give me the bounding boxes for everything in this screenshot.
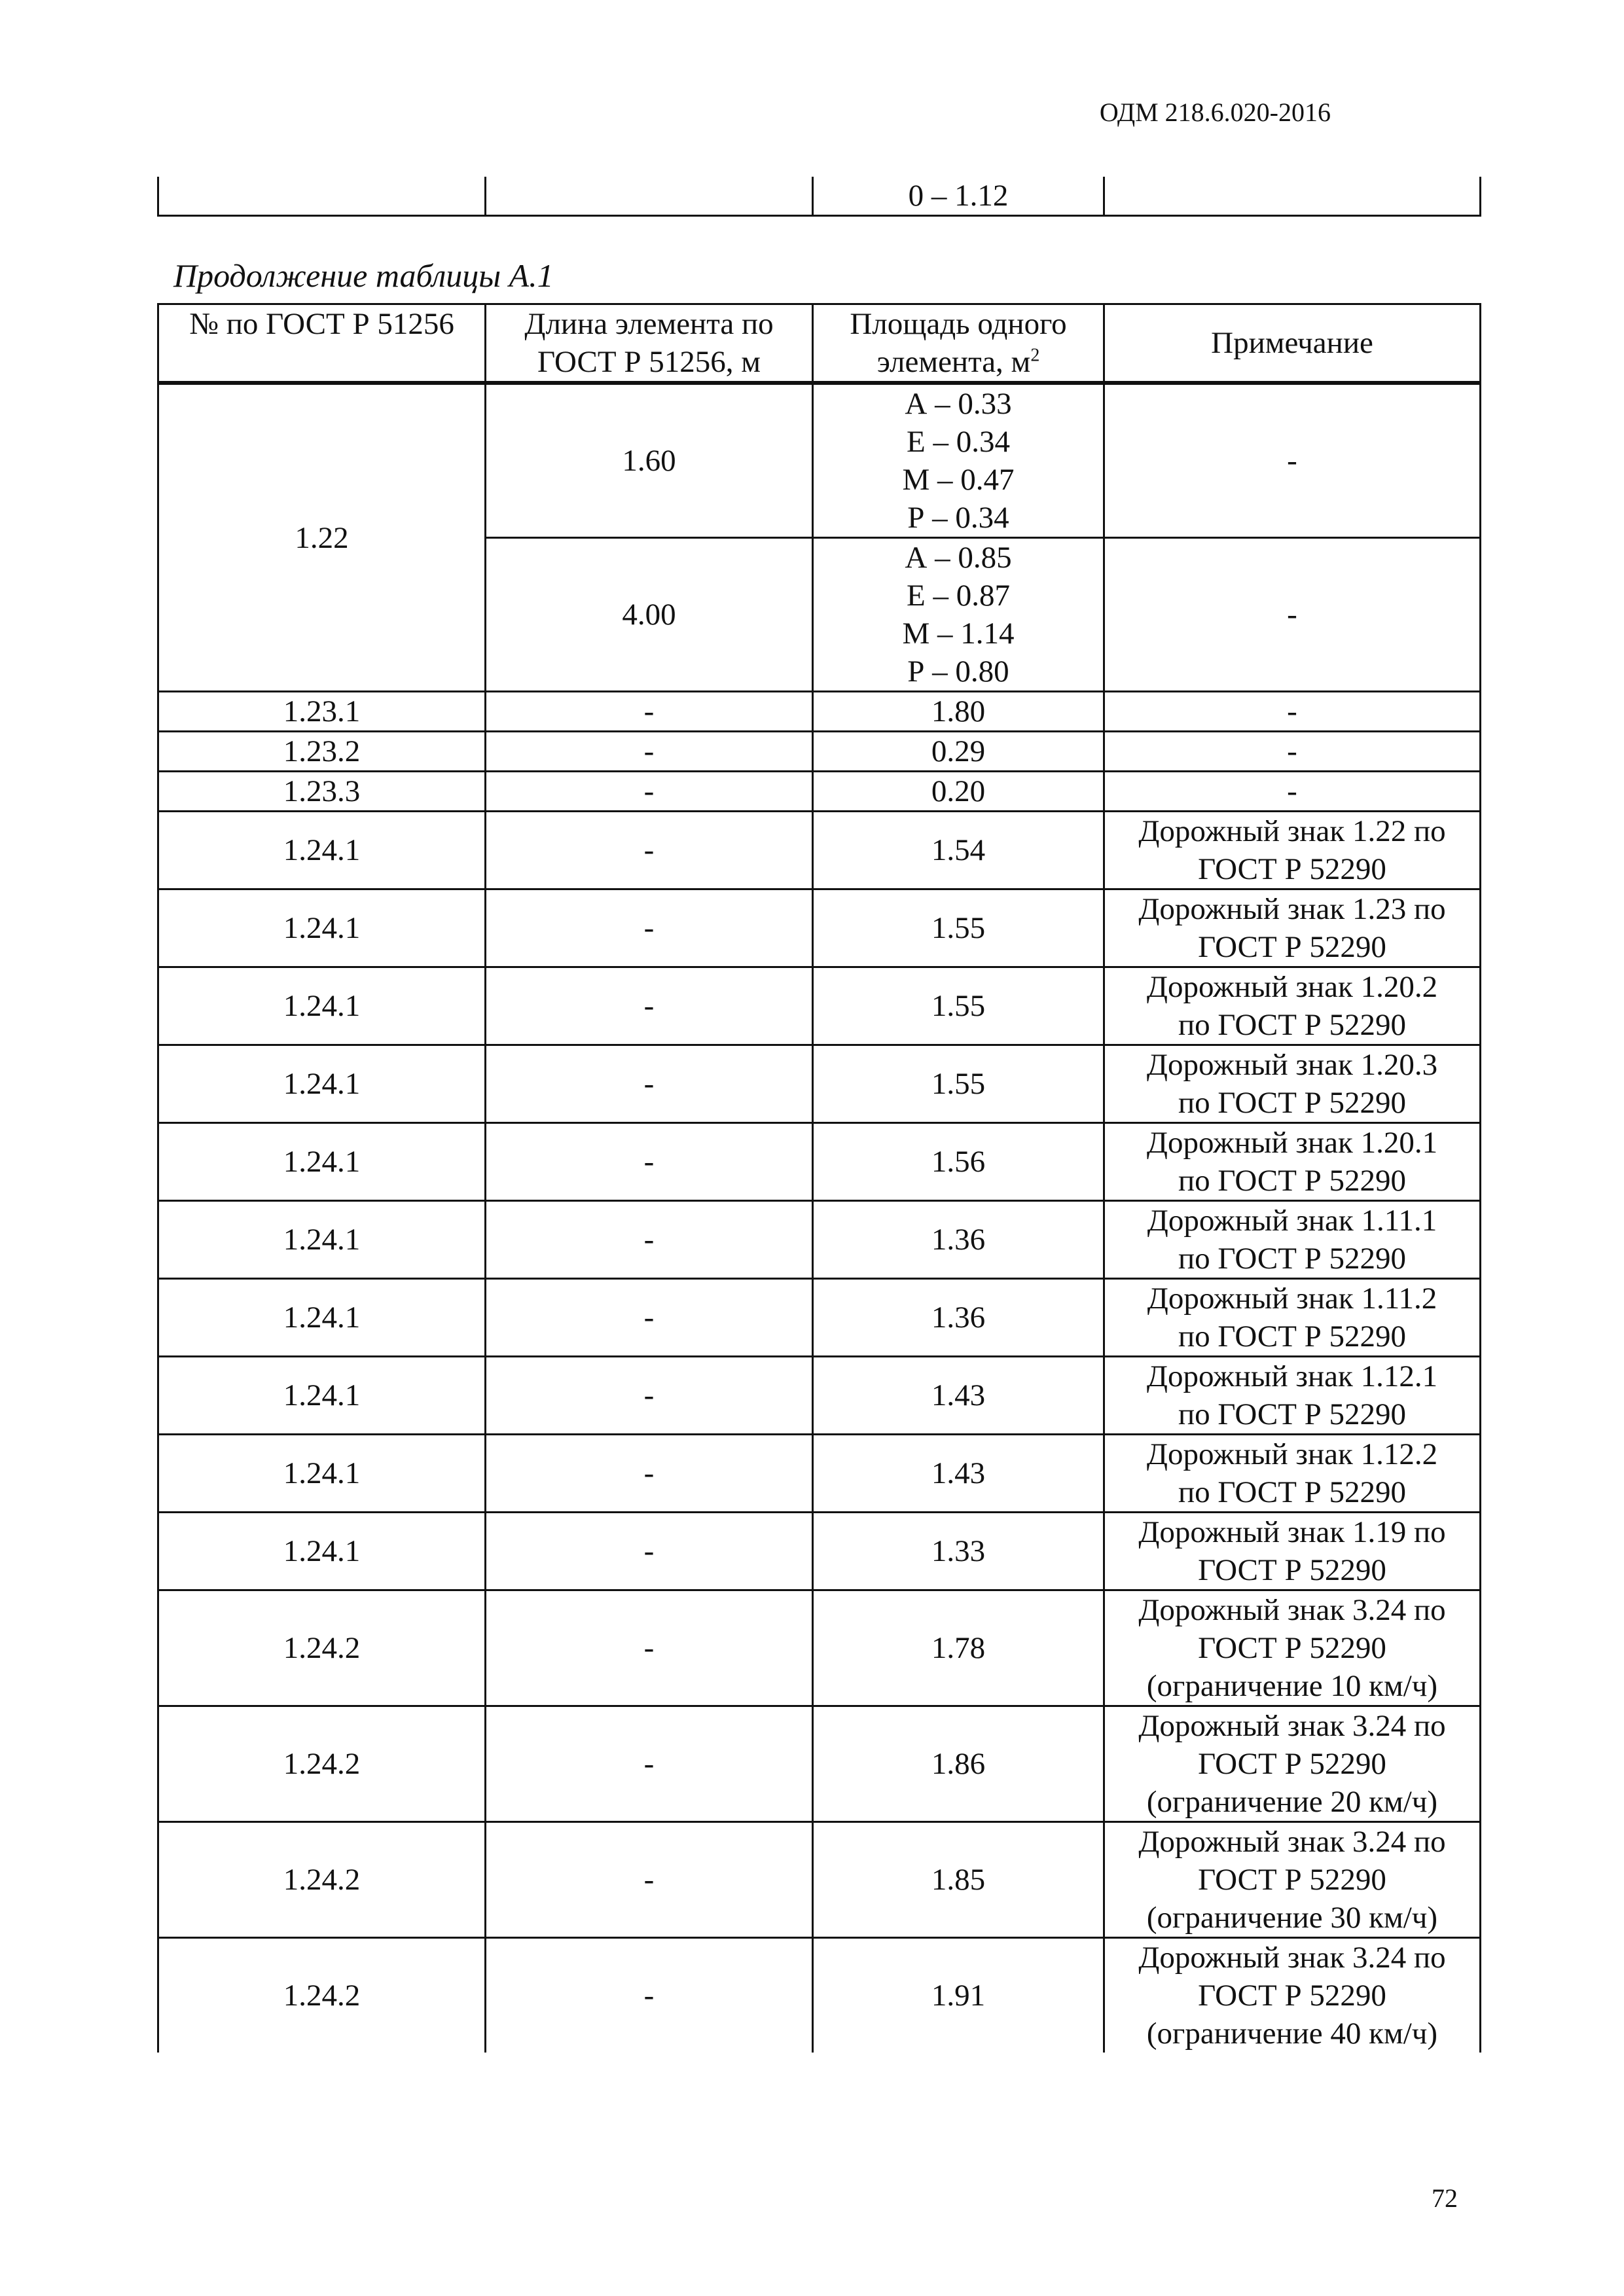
cell-note xyxy=(1104,967,1481,1045)
note-line: Дорожный знак 3.24 по xyxy=(1138,1593,1446,1627)
cell-length: 1.60 xyxy=(486,383,813,538)
note-line: - xyxy=(1287,774,1297,808)
table-row xyxy=(158,772,1481,812)
cell-note: - xyxy=(1104,538,1481,692)
cell-area: 1.55 xyxy=(813,889,1104,967)
cell-number: 1.24.1 xyxy=(158,889,486,967)
cell-note xyxy=(1104,1938,1481,2053)
cell-note xyxy=(1104,1513,1481,1590)
table-row xyxy=(158,889,1481,967)
cell-length: - xyxy=(486,1938,813,2053)
note-line: Дорожный знак 1.22 по xyxy=(1138,814,1446,848)
note-line: Дорожный знак 1.20.3 xyxy=(1146,1048,1438,1082)
table-header-row xyxy=(158,304,1481,384)
area-value: А – 0.85 xyxy=(905,541,1012,575)
cell-number: 1.23.3 xyxy=(158,772,486,812)
note-line: Дорожный знак 3.24 по xyxy=(1138,1941,1446,1975)
previous-table-fragment xyxy=(157,177,1481,217)
cell-number: 1.24.1 xyxy=(158,1279,486,1357)
note-line: Дорожный знак 1.23 по xyxy=(1138,892,1446,926)
note-line: (ограничение 10 км/ч) xyxy=(1146,1669,1438,1703)
cell-number: 1.23.1 xyxy=(158,692,486,732)
note-line: Дорожный знак 1.11.2 xyxy=(1147,1282,1437,1316)
cell-number: 1.22 xyxy=(158,383,486,692)
cell-length: - xyxy=(486,1822,813,1938)
cell-number: 1.24.1 xyxy=(158,1513,486,1590)
cell-number: 1.24.1 xyxy=(158,1123,486,1201)
area-value: Р – 0.80 xyxy=(907,655,1009,689)
area-value: А – 0.33 xyxy=(905,387,1012,421)
fragment-cell xyxy=(486,177,813,216)
fragment-cell xyxy=(158,177,486,216)
note-line: по ГОСТ Р 52290 xyxy=(1178,1475,1407,1509)
cell-note xyxy=(1104,1706,1481,1822)
cell-note xyxy=(1104,889,1481,967)
cell-number: 1.24.2 xyxy=(158,1590,486,1706)
cell-area: 1.56 xyxy=(813,1123,1104,1201)
note-line: (ограничение 20 км/ч) xyxy=(1146,1785,1438,1819)
cell-area: 1.36 xyxy=(813,1201,1104,1279)
cell-note xyxy=(1104,1357,1481,1435)
cell-area: 1.91 xyxy=(813,1938,1104,2053)
cell-area xyxy=(813,383,1104,538)
cell-number: 1.24.1 xyxy=(158,1435,486,1513)
header-element-length-text: Длина элемента по ГОСТ Р 51256, м xyxy=(524,307,774,379)
cell-note xyxy=(1104,1590,1481,1706)
header-gost-number: № по ГОСТ Р 51256 xyxy=(158,304,486,384)
cell-area: 1.86 xyxy=(813,1706,1104,1822)
fragment-cell: 0 – 1.12 xyxy=(813,177,1104,216)
cell-number: 1.23.2 xyxy=(158,732,486,772)
table-row xyxy=(158,1938,1481,2053)
cell-area: 1.43 xyxy=(813,1357,1104,1435)
data-table xyxy=(157,303,1481,2053)
cell-note xyxy=(1104,732,1481,772)
area-value: Е – 0.87 xyxy=(907,579,1010,613)
cell-length: - xyxy=(486,1045,813,1123)
cell-length: - xyxy=(486,1123,813,1201)
cell-number: 1.24.2 xyxy=(158,1706,486,1822)
table-row xyxy=(158,967,1481,1045)
table-row xyxy=(158,1123,1481,1201)
table-row xyxy=(158,1435,1481,1513)
note-line: ГОСТ Р 52290 xyxy=(1198,1979,1386,2013)
table-row xyxy=(158,692,1481,732)
note-line: ГОСТ Р 52290 xyxy=(1198,1863,1386,1897)
cell-note xyxy=(1104,1822,1481,1938)
cell-note xyxy=(1104,772,1481,812)
cell-length: - xyxy=(486,1435,813,1513)
note-line: ГОСТ Р 52290 xyxy=(1198,1631,1386,1665)
cell-area: 1.36 xyxy=(813,1279,1104,1357)
cell-area: 1.43 xyxy=(813,1435,1104,1513)
table-row xyxy=(158,1706,1481,1822)
note-line: по ГОСТ Р 52290 xyxy=(1178,1397,1407,1431)
note-line: по ГОСТ Р 52290 xyxy=(1178,1319,1407,1354)
cell-number: 1.24.1 xyxy=(158,1357,486,1435)
note-line: ГОСТ Р 52290 xyxy=(1198,1553,1386,1587)
cell-number: 1.24.1 xyxy=(158,1045,486,1123)
table-row xyxy=(158,1822,1481,1938)
cell-note xyxy=(1104,1123,1481,1201)
cell-length: - xyxy=(486,772,813,812)
cell-note xyxy=(1104,692,1481,732)
cell-note xyxy=(1104,1045,1481,1123)
table-row xyxy=(158,1513,1481,1590)
table-row xyxy=(158,1045,1481,1123)
header-element-length xyxy=(486,304,813,384)
cell-area: 1.55 xyxy=(813,1045,1104,1123)
cell-length: - xyxy=(486,967,813,1045)
cell-length: - xyxy=(486,812,813,889)
note-line: Дорожный знак 1.20.1 xyxy=(1146,1126,1438,1160)
note-line: по ГОСТ Р 52290 xyxy=(1178,1086,1407,1120)
area-value: Е – 0.34 xyxy=(907,425,1010,459)
cell-note xyxy=(1104,812,1481,889)
cell-length: - xyxy=(486,1201,813,1279)
table-row xyxy=(158,1590,1481,1706)
cell-area: 1.55 xyxy=(813,967,1104,1045)
area-value: М – 0.47 xyxy=(902,463,1015,497)
page-number: 72 xyxy=(1432,2183,1458,2213)
note-line: Дорожный знак 3.24 по xyxy=(1138,1825,1446,1859)
cell-area: 1.33 xyxy=(813,1513,1104,1590)
note-line: (ограничение 40 км/ч) xyxy=(1146,2017,1438,2051)
area-value: Р – 0.34 xyxy=(907,501,1009,535)
header-element-area-text: Площадь одного элемента, м xyxy=(850,307,1067,379)
cell-number: 1.24.2 xyxy=(158,1822,486,1938)
table-row xyxy=(158,812,1481,889)
cell-area: 1.80 xyxy=(813,692,1104,732)
note-line: Дорожный знак 1.19 по xyxy=(1138,1515,1446,1549)
note-line: по ГОСТ Р 52290 xyxy=(1178,1008,1407,1042)
note-line: Дорожный знак 1.12.2 xyxy=(1146,1437,1438,1471)
cell-note: - xyxy=(1104,383,1481,538)
cell-length: - xyxy=(486,889,813,967)
table-row xyxy=(158,1279,1481,1357)
header-note: Примечание xyxy=(1104,304,1481,384)
area-value: М – 1.14 xyxy=(902,617,1015,651)
cell-number: 1.24.1 xyxy=(158,1201,486,1279)
note-line: Дорожный знак 1.12.1 xyxy=(1146,1359,1438,1393)
cell-length: - xyxy=(486,1279,813,1357)
cell-length: - xyxy=(486,1513,813,1590)
cell-number: 1.24.1 xyxy=(158,812,486,889)
note-line: (ограничение 30 км/ч) xyxy=(1146,1901,1438,1935)
area-unit-exponent: 2 xyxy=(1030,345,1040,366)
table-row xyxy=(158,1201,1481,1279)
cell-length: 4.00 xyxy=(486,538,813,692)
cell-area: 0.29 xyxy=(813,732,1104,772)
note-line: Дорожный знак 1.20.2 xyxy=(1146,970,1438,1004)
cell-length: - xyxy=(486,732,813,772)
table-row xyxy=(158,732,1481,772)
table-row xyxy=(158,383,1481,538)
note-line: Дорожный знак 1.11.1 xyxy=(1147,1204,1437,1238)
cell-note xyxy=(1104,1279,1481,1357)
note-line: ГОСТ Р 52290 xyxy=(1198,1747,1386,1781)
cell-note xyxy=(1104,1201,1481,1279)
cell-length: - xyxy=(486,1357,813,1435)
cell-area: 1.78 xyxy=(813,1590,1104,1706)
table-row xyxy=(158,1357,1481,1435)
cell-area xyxy=(813,538,1104,692)
document-code: ОДМ 218.6.020-2016 xyxy=(1099,98,1331,127)
note-line: Дорожный знак 3.24 по xyxy=(1138,1709,1446,1743)
header-element-area xyxy=(813,304,1104,384)
note-line: - xyxy=(1287,694,1297,728)
cell-length: - xyxy=(486,1706,813,1822)
cell-length: - xyxy=(486,1590,813,1706)
table-caption: Продолжение таблицы А.1 xyxy=(173,257,554,294)
cell-number: 1.24.1 xyxy=(158,967,486,1045)
cell-length: - xyxy=(486,692,813,732)
cell-area: 1.85 xyxy=(813,1822,1104,1938)
note-line: по ГОСТ Р 52290 xyxy=(1178,1242,1407,1276)
cell-area: 0.20 xyxy=(813,772,1104,812)
cell-area: 1.54 xyxy=(813,812,1104,889)
note-line: по ГОСТ Р 52290 xyxy=(1178,1164,1407,1198)
note-line: ГОСТ Р 52290 xyxy=(1198,930,1386,964)
fragment-cell xyxy=(1104,177,1481,216)
note-line: ГОСТ Р 52290 xyxy=(1198,852,1386,886)
cell-note xyxy=(1104,1435,1481,1513)
cell-number: 1.24.2 xyxy=(158,1938,486,2053)
note-line: - xyxy=(1287,734,1297,768)
